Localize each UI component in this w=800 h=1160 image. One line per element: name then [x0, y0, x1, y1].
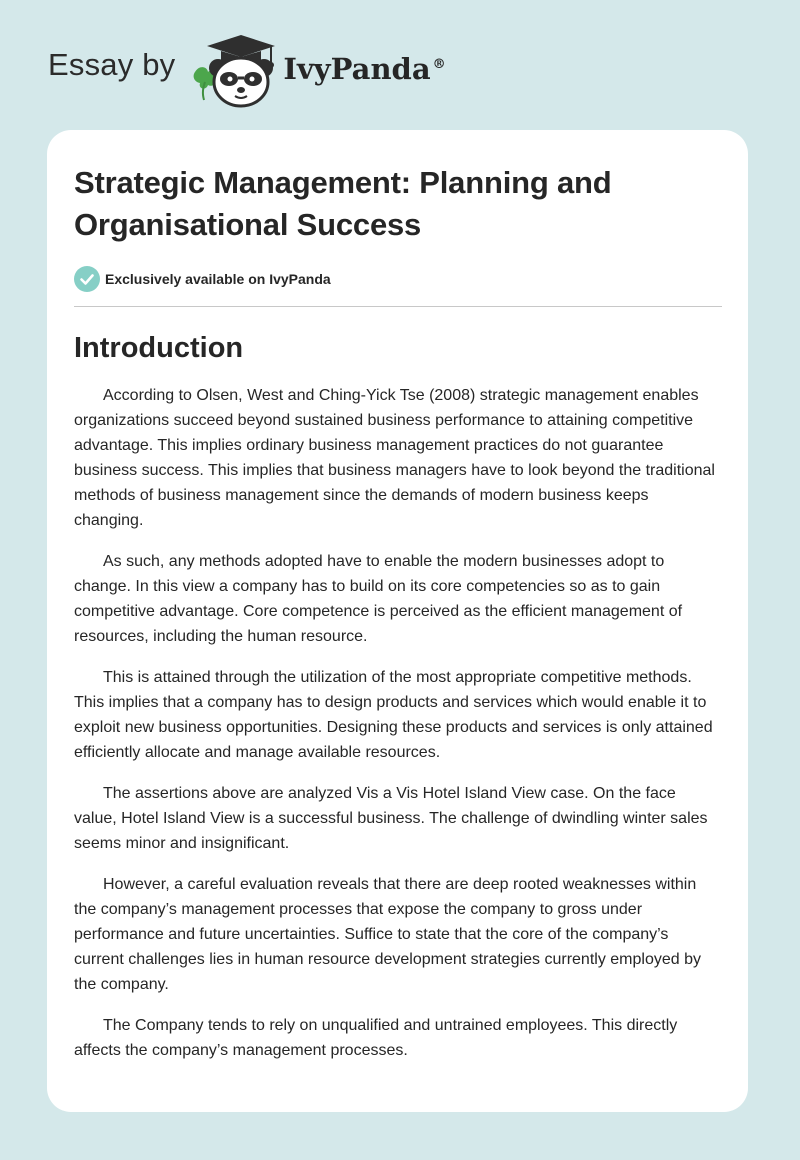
exclusive-badge-text: Exclusively available on IvyPanda: [105, 271, 331, 287]
registered-mark: ®: [432, 57, 446, 73]
exclusive-badge: [74, 266, 722, 292]
check-circle-icon: [74, 266, 100, 292]
panda-logo-icon[interactable]: [191, 32, 283, 108]
paragraph: The Company tends to rely on unqualified and untrained employees. This directly affects the company’s management processes.: [74, 1017, 678, 1059]
brand-prefix: Essay by: [48, 47, 176, 82]
essay-body: [74, 383, 722, 1063]
essay-title: Strategic Management: Planning and Organisational Success: [74, 165, 612, 242]
paragraph: The assertions above are analyzed Vis a Vis Hotel Island View case. On the face value, Hotel Island View is a successful business. The challenge of dwindling winter sales seems minor and insignificant.: [74, 785, 708, 852]
paragraph: However, a careful evaluation reveals that there are deep rooted weaknesses within the company’s management processes that expose the company to gross under performance and future uncertainties. Suffice to state that the core of the company’s current challenges lies in human resource development strategies currently employed by the company.: [74, 876, 701, 993]
section-heading-introduction: Introduction: [74, 332, 244, 364]
paragraph: As such, any methods adopted have to enable the modern businesses adopt to change. In this view a company has to build on its core competencies so as to gain competitive advantage. Core competence is perceived as the efficient management of resources, including the human resource.: [74, 553, 683, 645]
essay-card: [47, 130, 748, 1112]
brand-name[interactable]: [283, 52, 445, 86]
site-header: [48, 32, 446, 108]
paragraph: This is attained through the utilization of the most appropriate competitive methods. This implies that a company has to design products and services which would enable it to exploit new business opportunities. Designing these products and services is only attained efficiently allocate and manage available resources.: [74, 669, 713, 761]
paragraph: According to Olsen, West and Ching-Yick Tse (2008) strategic management enables organizations succeed beyond sustained business performance to attaining competitive advantage. This implies ordinary business management practices do not guarantee business success. This implies that business managers have to look beyond the traditional methods of business management since the demands of modern business keeps changing.: [74, 387, 715, 529]
divider: [74, 306, 722, 307]
brand-name-text: IvyPanda: [283, 52, 431, 86]
